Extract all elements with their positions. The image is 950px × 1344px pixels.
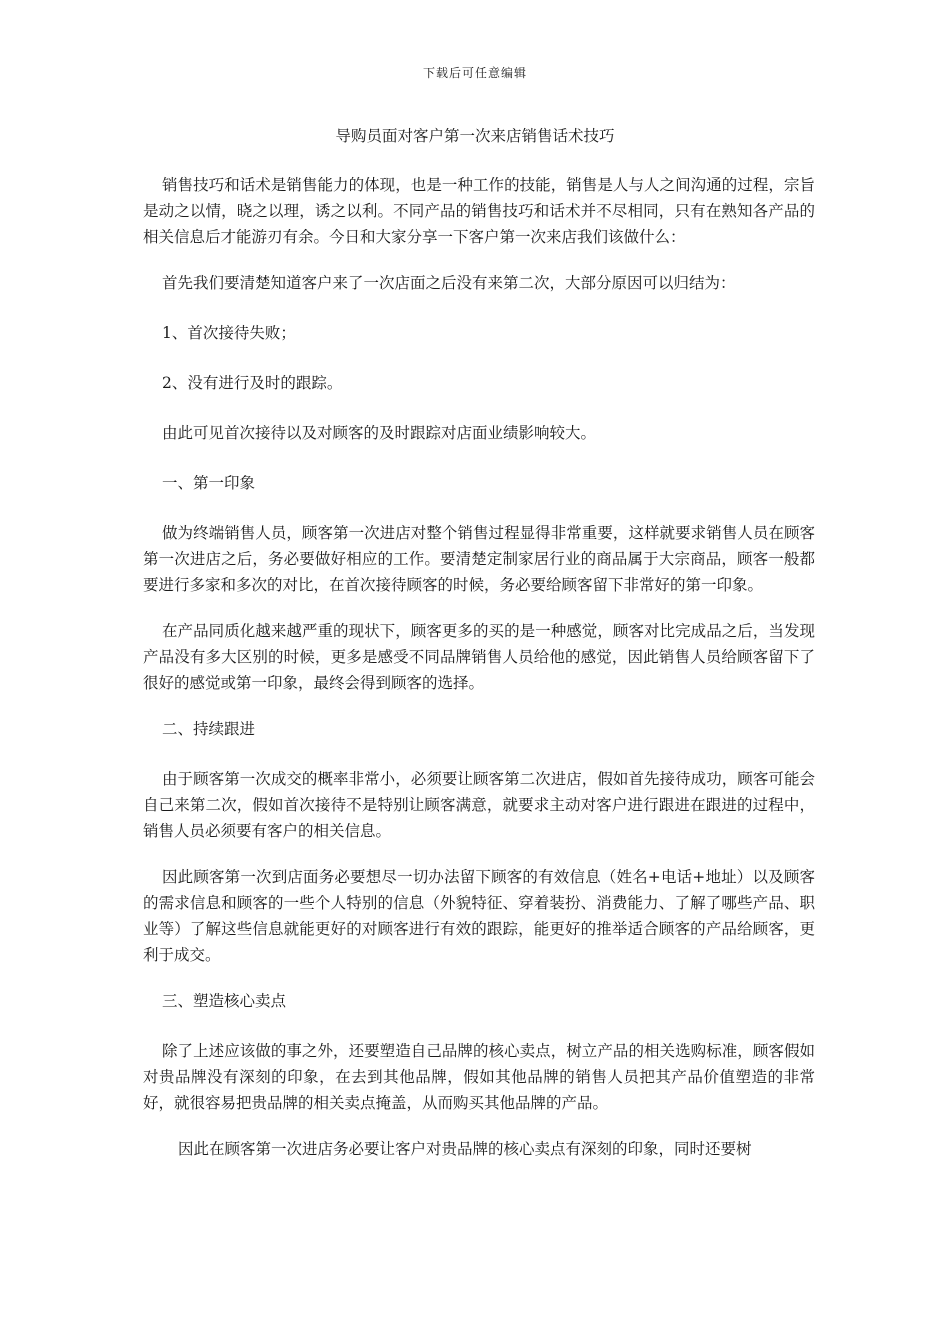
document-body: [143, 172, 815, 1182]
list-item-reason-2: 2、没有进行及时的跟踪。: [162, 374, 343, 392]
paragraph-core-selling-points-1: 除了上述应该做的事之外，还要塑造自己品牌的核心卖点，树立产品的相关选购标准，顾客假如对贵品牌没有深刻的印象，在去到其他品牌，假如其他品牌的销售人员把其产品价值塑造的非常好，就很容易把贵品牌的相关卖点掩盖，从而购买其他品牌的产品。: [143, 1042, 815, 1112]
paragraph-core-selling-points-2: 因此在顾客第一次进店务必要让客户对贵品牌的核心卖点有深刻的印象，同时还要树: [178, 1140, 752, 1158]
list-item-reason-1: 1、首次接待失败；: [162, 324, 296, 342]
paragraph-conclusion: 由此可见首次接待以及对顾客的及时跟踪对店面业绩影响较大。: [162, 424, 597, 442]
paragraph-first-impression-2: 在产品同质化越来越严重的现状下，顾客更多的买的是一种感觉，顾客对比完成品之后，当发现产品没有多大区别的时候，更多是感受不同品牌销售人员给他的感觉，因此销售人员给顾客留下了很好的感觉或第一印象，最终会得到顾客的选择。: [143, 622, 815, 692]
section-heading-core-selling-points: 三、塑造核心卖点: [162, 992, 287, 1010]
paragraph-reasons-lead: 首先我们要清楚知道客户来了一次店面之后没有来第二次，大部分原因可以归结为：: [162, 274, 736, 292]
section-heading-first-impression: 一、第一印象: [162, 474, 256, 492]
section-heading-follow-up: 二、持续跟进: [162, 720, 256, 738]
paragraph-first-impression-1: 做为终端销售人员，顾客第一次进店对整个销售过程显得非常重要，这样就要求销售人员在顾客第一次进店之后，务必要做好相应的工作。要清楚定制家居行业的商品属于大宗商品，顾客一般都要进行多家和多次的对比，在首次接待顾客的时候，务必要给顾客留下非常好的第一印象。: [143, 524, 815, 594]
paragraph-intro: 销售技巧和话术是销售能力的体现，也是一种工作的技能，销售是人与人之间沟通的过程，宗旨是动之以情，晓之以理，诱之以利。不同产品的销售技巧和话术并不尽相同，只有在熟知各产品的相关信息后才能游刃有余。今日和大家分享一下客户第一次来店我们该做什么：: [143, 176, 815, 246]
paragraph-follow-up-1: 由于顾客第一次成交的概率非常小，必须要让顾客第二次进店，假如首先接待成功，顾客可能会自己来第二次，假如首次接待不是特别让顾客满意，就要求主动对客户进行跟进在跟进的过程中，销售人员必须要有客户的相关信息。: [143, 770, 815, 840]
header-note: 下载后可任意编辑: [422, 66, 527, 80]
paragraph-follow-up-2: 因此顾客第一次到店面务必要想尽一切办法留下顾客的有效信息（姓名+电话+地址）以及顾客的需求信息和顾客的一些个人特别的信息（外貌特征、穿着装扮、消费能力、了解了哪些产品、职业等）了解这些信息就能更好的对顾客进行有效的跟踪，能更好的推举适合顾客的产品给顾客，更利于成交。: [143, 868, 815, 964]
document-title: 导购员面对客户第一次来店销售话术技巧: [335, 127, 615, 145]
